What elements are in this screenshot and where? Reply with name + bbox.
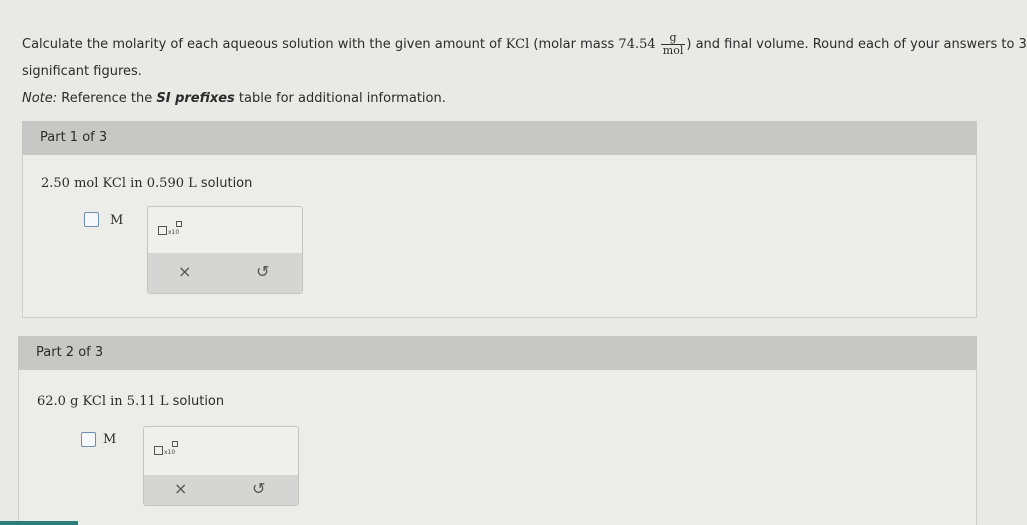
part-1-tool-panel: [147, 206, 303, 294]
part-1-body: [22, 155, 977, 317]
clear-icon[interactable]: ×: [174, 479, 188, 498]
part-2-header: Part 2 of 3: [18, 336, 977, 370]
undo-icon[interactable]: ↺: [252, 479, 266, 498]
part-2-answer-input[interactable]: [81, 432, 96, 447]
part-1-answer-input[interactable]: [84, 212, 99, 227]
bottom-accent-bar: [0, 521, 78, 525]
undo-icon[interactable]: ↺: [256, 262, 270, 281]
question-text: [22, 32, 1027, 57]
part-2-unit: M: [103, 432, 117, 447]
sci-notation-button[interactable]: x10: [158, 221, 184, 241]
part-2-body: [18, 370, 977, 525]
part-1-header: Part 1 of 3: [22, 121, 977, 155]
molar-mass-label: (molar mass: [529, 37, 619, 52]
divider: [22, 317, 977, 318]
molar-mass-unit: $\frac{g}{\text{mol}}$: [662, 31, 684, 57]
question-prefix: Calculate the molarity of each aqueous solution with the given amount of: [22, 37, 506, 52]
part-2-tool-panel: [143, 426, 299, 506]
part-2-tool-footer: [144, 475, 298, 505]
formula: KCl: [505, 37, 530, 52]
clear-icon[interactable]: ×: [178, 262, 192, 281]
question-line2: significant figures.: [22, 64, 142, 79]
part-1-statement: 2.50 mol KCl in 0.590 L solution: [41, 176, 253, 191]
molar-mass-value: 74.54: [618, 37, 656, 52]
note-label: Note:: [22, 91, 58, 106]
note: Note: Reference the SI prefixes table for additional information.: [22, 91, 446, 106]
sci-notation-button[interactable]: x10: [154, 441, 180, 461]
part-2-statement: 62.0 g KCl in 5.11 L solution: [37, 394, 225, 409]
question-suffix: ) and final volume. Round each of your answers to 3: [686, 37, 1027, 52]
part-1-tool-footer: [148, 253, 302, 293]
si-prefixes-link[interactable]: SI prefixes: [156, 91, 235, 106]
part-1-unit: M: [110, 213, 124, 228]
